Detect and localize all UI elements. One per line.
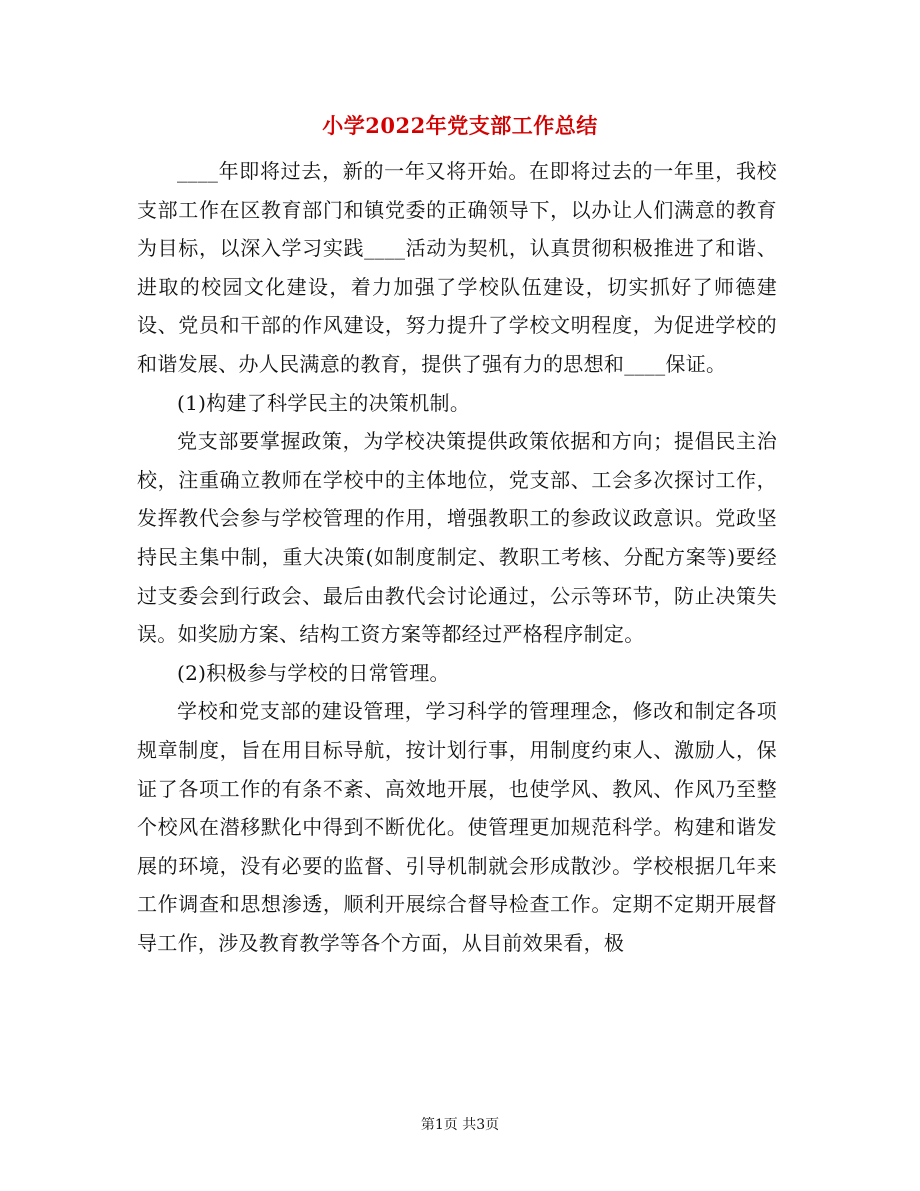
page-footer: 第1页 共3页 [420,1117,500,1133]
paragraph-intro: ____年即将过去，新的一年又将开始。在即将过去的一年里，我校支部工作在区教育部门和镇党委的正确领导下，以办让人们满意的教育为目标，以深入学习实践____活动为契机，认真贯彻积极推进了和谐、进取的校园文化建设，着力加强了学校队伍建设，切实抓好了师德建设、党员和干部的作风建设，努力提升了学校文明程度，为促进学校的和谐发展、办人民满意的教育，提供了强有力的思想和____保证。 [137,159,777,376]
document-title: 小学2022年党支部工作总结 [322,113,598,138]
section-heading-1: (1)构建了科学民主的决策机制。 [177,390,471,415]
paragraph-section-2: 学校和党支部的建设管理，学习科学的管理理念，修改和制定各项规章制度，旨在用目标导航，按计划行事，用制度约束人、激励人，保证了各项工作的有条不紊、高效地开展，也使学风、教风、作风乃至整个校风在潜移默化中得到不断优化。使管理更加规范科学。构建和谐发展的环境，没有必要的监督、引导机制就会形成散沙。学校根据几年来工作调查和思想渗透，顺利开展综合督导检查工作。定期不定期开展督导工作，涉及教育教学等各个方面，从目前效果看，极 [137,699,777,955]
paragraph-section-1: 党支部要掌握政策，为学校决策提供政策依据和方向；提倡民主治校，注重确立教师在学校中的主体地位，党支部、工会多次探讨工作，发挥教代会参与学校管理的作用，增强教职工的参政议政意识。党政坚持民主集中制，重大决策(如制度制定、教职工考核、分配方案等)要经过支委会到行政会、最后由教代会讨论通过，公示等环节，防止决策失误。如奖励方案、结构工资方案等都经过严格程序制定。 [137,429,777,647]
section-heading-2: (2)积极参与学校的日常管理。 [177,660,450,685]
document-body [137,152,777,962]
